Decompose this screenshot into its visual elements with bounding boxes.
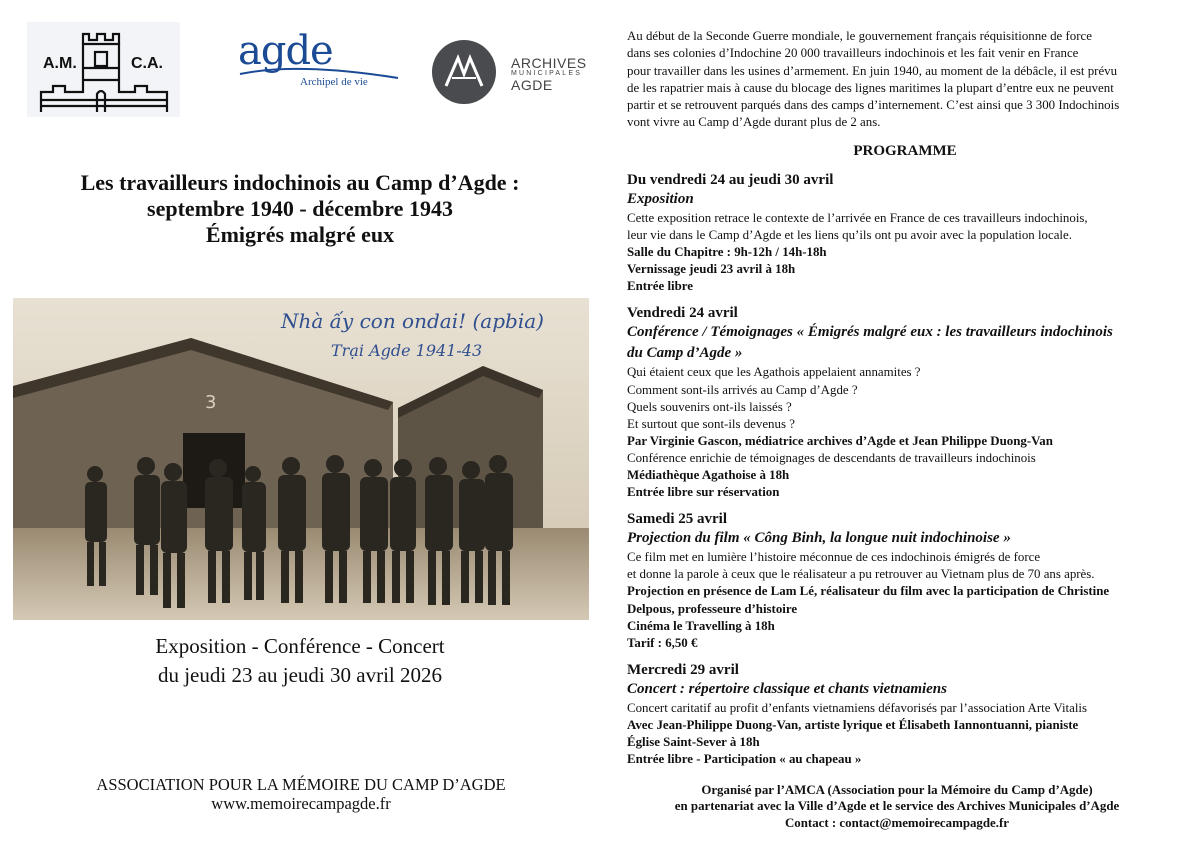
event-conference <box>627 304 1187 501</box>
event-price: Tarif : 6,50 € <box>627 635 698 650</box>
photo-inscription-1: Nhà ấy con ondai! (apbia) <box>281 309 544 333</box>
intro-line: de les rapatrier mais à cause du blocage des lignes maritimes la plupart d’entre eux ne peuvent <box>627 80 1114 95</box>
association-info <box>20 775 582 813</box>
event-title: Concert : répertoire classique et chants vietnamiens <box>627 680 947 697</box>
archives-logo-line3: AGDE <box>511 77 553 93</box>
event-description: Cette exposition retrace le contexte de l’arrivée en France de ces travailleurs indochinois, <box>627 211 1088 225</box>
barrack-number: 3 <box>205 392 217 413</box>
event-title: Exposition <box>627 191 694 207</box>
event-title: Projection du film « Công Binh, la longue nuit indochinoise » <box>627 530 1011 547</box>
event-types-banner <box>20 632 580 690</box>
title-line-2: septembre 1940 - décembre 1943 <box>147 196 453 221</box>
event-venue: Église Saint-Sever à 18h <box>627 734 760 749</box>
event-entry: Entrée libre - Participation « au chapeau » <box>627 752 862 767</box>
event-title: du Camp d’Agde » <box>627 345 743 362</box>
intro-line: dans ses colonies d’Indochine 20 000 travailleurs indochinois et les fait venir en France <box>627 46 1079 61</box>
intro-line: vont vivre au Camp d’Agde durant plus de 2 ans. <box>627 115 881 130</box>
archives-monogram-icon <box>432 40 496 104</box>
intro-paragraph <box>627 28 1172 132</box>
archives-logo-line1: ARCHIVES <box>511 55 587 71</box>
event-entry: Entrée libre sur réservation <box>627 485 780 500</box>
historical-photo <box>13 298 589 620</box>
event-venue: Salle du Chapitre : 9h-12h / 14h-18h <box>627 245 827 260</box>
association-name: ASSOCIATION POUR LA MÉMOIRE DU CAMP D’AGDE <box>96 775 506 794</box>
page-title <box>20 170 580 248</box>
event-opening: Vernissage jeudi 23 avril à 18h <box>627 262 796 277</box>
event-description: Comment sont-ils arrivés au Camp d’Agde ? <box>627 382 858 397</box>
event-description: Conférence enrichie de témoignages de descendants de travailleurs indochinois <box>627 450 1036 465</box>
footer-line: en partenariat avec la Ville d’Agde et le service des Archives Municipales d’Agde <box>674 799 1120 814</box>
event-guests: Delpous, professeure d’histoire <box>627 601 798 616</box>
title-line-3: Émigrés malgré eux <box>205 222 395 247</box>
event-description: Concert caritatif au profit d’enfants vietnamiens défavorisés par l’association Arte Vitalis <box>627 700 1088 715</box>
event-exposition <box>627 171 1187 295</box>
archives-logo <box>432 40 592 106</box>
event-performers: Avec Jean-Philippe Duong-Van, artiste lyrique et Élisabeth Iannontuanni, pianiste <box>627 717 1079 732</box>
intro-line: partir et se retrouvent parqués dans des camps d’internement. C’est ainsi que 3 300 Indochinois <box>627 98 1120 113</box>
event-description: leur vie dans le Camp d’Agde et les liens qu’ils ont pu avoir avec la population locale. <box>627 228 1072 243</box>
event-guests: Projection en présence de Lam Lé, réalisateur du film avec la participation de Christine <box>627 584 1110 599</box>
intro-line: pour travailler dans les usines d’armement. En juin 1940, au moment de la débâcle, il est prévu <box>627 63 1118 78</box>
event-date: Samedi 25 avril <box>627 511 727 528</box>
contact-email[interactable]: Contact : contact@memoirecampagde.fr <box>784 815 1010 830</box>
title-line-1: Les travailleurs indochinois au Camp d’Agde : <box>80 170 520 195</box>
amca-logo-right-text: C.A. <box>131 55 163 72</box>
programme-heading: PROGRAMME <box>853 143 957 159</box>
archives-logo-line2: MUNICIPALES <box>511 70 583 77</box>
event-date: Du vendredi 24 au jeudi 30 avril <box>627 172 834 188</box>
event-venue: Médiathèque Agathoise à 18h <box>627 468 790 483</box>
event-date: Vendredi 24 avril <box>627 305 738 322</box>
event-description: Quels souvenirs ont-ils laissés ? <box>627 399 792 414</box>
workers-photo-illustration <box>13 298 589 620</box>
amca-logo-left-text: A.M. <box>43 55 77 72</box>
event-film <box>627 510 1187 652</box>
event-description: Ce film met en lumière l’histoire méconnue de ces indochinois émigrés de force <box>627 550 1041 565</box>
organiser-footer <box>627 782 1167 831</box>
fort-tower-icon <box>27 22 180 117</box>
event-title: Conférence / Témoignages « Émigrés malgré eux : les travailleurs indochinois <box>627 324 1113 341</box>
agde-logo-tagline: Archipel de vie <box>300 76 368 88</box>
amca-logo <box>27 22 180 117</box>
event-speakers: Par Virginie Gascon, médiatrice archives d’Agde et Jean Philippe Duong-Van <box>627 433 1053 448</box>
programme-events <box>627 171 1187 777</box>
event-dates-line: du jeudi 23 au jeudi 30 avril 2026 <box>157 663 443 687</box>
event-concert <box>627 661 1187 768</box>
event-venue: Cinéma le Travelling à 18h <box>627 618 775 633</box>
intro-line: Au début de la Seconde Guerre mondiale, le gouvernement français réquisitionne de force <box>627 29 1092 43</box>
event-entry: Entrée libre <box>627 279 693 294</box>
photo-inscription-2: Trại Agde 1941-43 <box>331 341 483 360</box>
event-types-line: Exposition - Conférence - Concert <box>155 634 445 658</box>
agde-logo-word: agde <box>238 28 333 74</box>
agde-logo <box>238 28 408 98</box>
event-description: et donne la parole à ceux que le réalisateur a pu retrouver au Vietnam plus de 70 ans après. <box>627 567 1095 582</box>
footer-line: Organisé par l’AMCA (Association pour la Mémoire du Camp d’Agde) <box>701 783 1093 797</box>
event-description: Et surtout que sont-ils devenus ? <box>627 416 795 431</box>
association-website[interactable]: www.memoirecampagde.fr <box>211 794 391 813</box>
event-date: Mercredi 29 avril <box>627 661 739 678</box>
event-description: Qui étaient ceux que les Agathois appelaient annamites ? <box>627 365 921 380</box>
